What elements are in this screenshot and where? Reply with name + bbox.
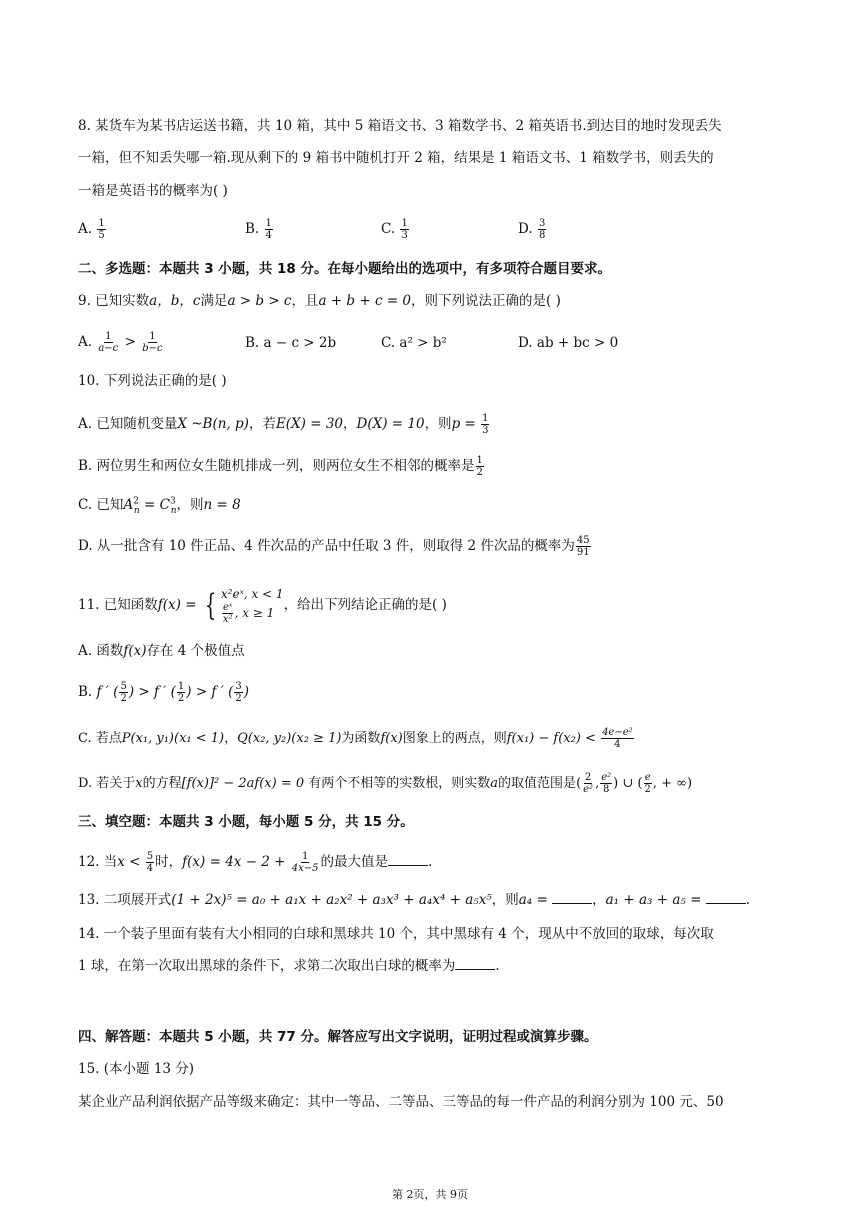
q9-option-a: A. $\frac{1}{a-c}$ > $\frac{1}{b-c}$	[78, 331, 163, 354]
q11-option-a: A. 函数f(x)存在 4 个极值点	[78, 643, 245, 659]
q9-option-d: D. ab + bc > 0	[518, 335, 619, 351]
q14-answer-blank[interactable]	[455, 957, 495, 970]
q10-option-d: D. 从一批含有 10 件正品、4 件次品的产品中任取 3 件，则取得 2 件次品的概率为 $\frac{45}{91}$	[78, 535, 590, 558]
q11-option-c: C. 若点P(x₁, y₁)(x₁ < 1)，Q(x₂, y₂)(x₂ ≥ 1)为函数f(x)图象上的两点，则f(x₁) − f(x₂) < $\frac{\text{4e−e²}}{4}$	[78, 727, 633, 750]
q15-header: 15. (本小题 13 分)	[78, 1061, 195, 1077]
q13-answer-blank-1[interactable]	[552, 891, 592, 904]
q8-option-d: D. $\frac{3}{8}$	[518, 218, 546, 241]
q11-option-d: D. 若关于x的方程[f(x)]² − 2af(x) = 0 有两个不相等的实数根，则实数a的取值范围是( $\frac{2}{\text{e²}}$ , $\frac{\text{e²}}{8}$ ) ∪ ( $\frac{e}{2}$ , + ∞)	[78, 772, 693, 795]
q8-line1: 8. 某货车为某书店运送书籍，共 10 箱，其中 5 箱语文书、3 箱数学书、2 箱英语书.到达目的地时发现丢失	[78, 118, 722, 134]
q10-option-b: B. 两位男生和两位女生随机排成一列，则两位女生不相邻的概率是 $\frac{1}{2}$	[78, 455, 483, 478]
q13-stem: 13. 二项展开式(1 + 2x)⁵ = a₀ + a₁x + a₂x² + a₃x³ + a₄x⁴ + a₅x⁵，则a₄ = ，a₁ + a₃ + a₅ = .	[78, 892, 750, 908]
q8-option-c: C. $\frac{1}{3}$	[381, 218, 408, 241]
q13-answer-blank-2[interactable]	[706, 891, 746, 904]
q9-option-b: B. a − c > 2b	[245, 335, 337, 351]
q12-answer-blank[interactable]	[388, 853, 428, 866]
q8-line3: 一箱是英语书的概率为( )	[78, 183, 228, 199]
q15-line1: 某企业产品利润依据产品等级来确定：其中一等品、二等品、三等品的每一件产品的利润分别为 100 元、50	[78, 1094, 724, 1110]
q8-option-a: A. $\frac{1}{5}$	[78, 218, 105, 241]
q12-stem: 12. 当x < $\frac{5}{4}$ 时，f(x) = 4x − 2 + $\frac{1}{4x-5}$ 的最大值是 .	[78, 851, 433, 874]
q14-line1: 14. 一个装子里面有装有大小相同的白球和黑球共 10 个，其中黑球有 4 个，现从中不放回的取球，每次取	[78, 926, 714, 942]
q9-option-c: C. a² > b²	[381, 335, 447, 351]
section-4-heading: 四、解答题：本题共 5 小题，共 77 分。解答应写出文字说明，证明过程或演算步骤。	[78, 1029, 598, 1045]
q8-line2: 一箱，但不知丢失哪一箱.现从剩下的 9 箱书中随机打开 2 箱，结果是 1 箱语文书、1 箱数学书，则丢失的	[78, 150, 714, 166]
q9-stem: 9. 已知实数a，b，c满足a > b > c，且a + b + c = 0，则下列说法正确的是( )	[78, 293, 561, 309]
q11-option-b: B. f ′ ( $\frac{5}{2}$ ) > f ′ ( $\frac{1}{2}$ ) > f ′ ( $\frac{3}{2}$ )	[78, 681, 249, 704]
section-3-heading: 三、填空题：本题共 3 小题，每小题 5 分，共 15 分。	[78, 814, 414, 830]
q8-option-b: B. $\frac{1}{4}$	[245, 218, 272, 241]
q10-stem: 10. 下列说法正确的是( )	[78, 373, 227, 389]
q10-option-c: C. 已知$A^2_n = C^3_n$，则n = 8	[78, 496, 241, 516]
q10-option-a: A. 已知随机变量X ~B(n, p)，若E(X) = 30，D(X) = 10，则p = $\frac{1}{3}$	[78, 413, 489, 436]
q14-line2: 1 球，在第一次取出黑球的条件下，求第二次取出白球的概率为 .	[78, 958, 500, 974]
page-footer: 第 2页，共 9页	[392, 1188, 468, 1201]
q11-stem: 11. 已知函数f(x) = { x²eˣ, x < 1 $\frac{\text{eˣ}}{\text{x²}}$ , x ≥ 1 ，给出下列结论正确的是( )	[78, 587, 447, 625]
section-2-heading: 二、多选题：本题共 3 小题，共 18 分。在每小题给出的选项中，有多项符合题目要求。	[78, 261, 611, 277]
